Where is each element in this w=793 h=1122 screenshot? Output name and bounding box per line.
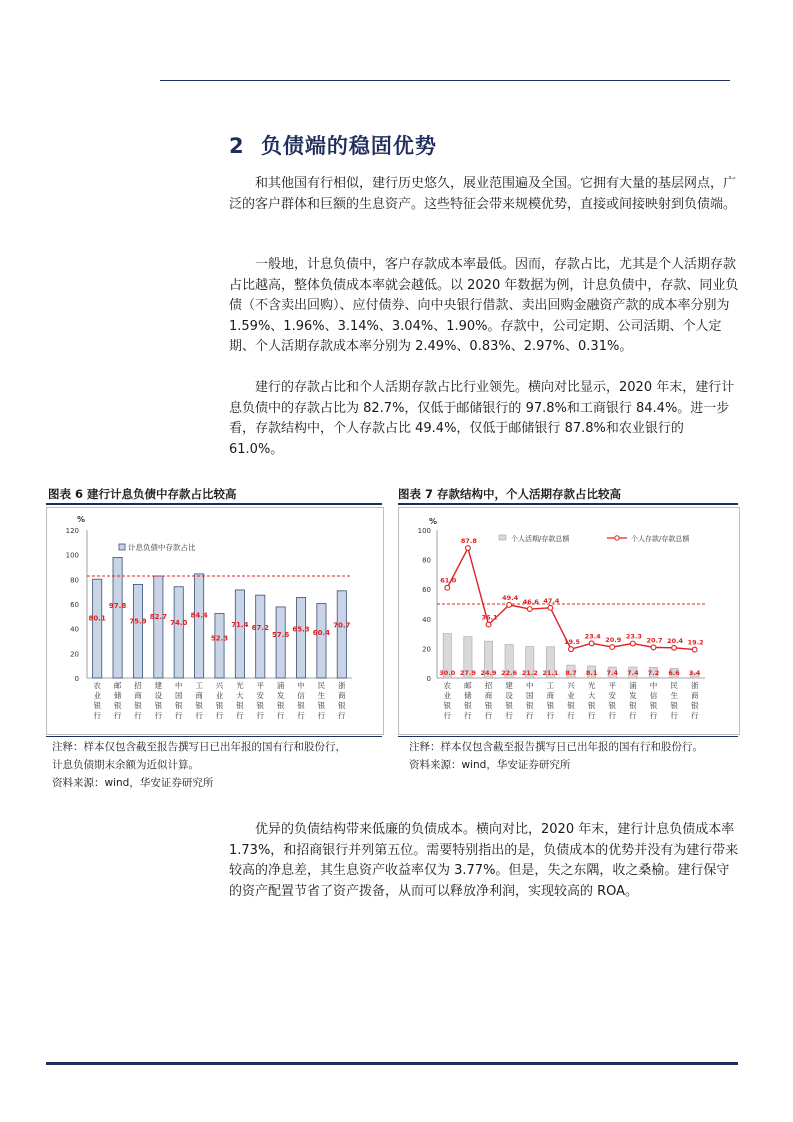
figure7-x-label-char: 光 [587, 681, 596, 690]
figure7-y-tick: 0 [426, 675, 431, 683]
figure7-line-label: 87.8 [460, 537, 477, 546]
figure7-line-label: 20.4 [667, 636, 684, 645]
figure6-bar-label: 75.9 [129, 617, 147, 626]
figure6-x-label-char: 中 [297, 681, 305, 690]
figure6-x-label-char: 浙 [338, 681, 346, 690]
figure6-chart-frame [46, 507, 384, 735]
figure6-y-tick: 20 [70, 650, 79, 659]
figure6-x-label-char: 银 [134, 701, 142, 710]
figure7-x-label-char: 农 [443, 681, 452, 690]
section-heading: 负债端的稳固优势 [260, 134, 437, 158]
figure7-x-label-char: 行 [649, 711, 658, 720]
figure7-legend-line-marker [615, 536, 619, 540]
figure6-chart [47, 508, 383, 734]
figure7-x-label-char: 行 [629, 711, 637, 720]
figure7-unit-label: % [429, 517, 438, 526]
figure7-x-label-char: 行 [484, 711, 493, 720]
figure6-notes [52, 738, 382, 792]
figure7-x-label-char: 民 [670, 681, 678, 690]
figure6-x-label-char: 生 [317, 691, 326, 700]
figure6-bar [337, 591, 346, 678]
figure6-legend-swatch [119, 544, 125, 550]
figure6-x-label-char: 业 [215, 691, 224, 700]
figure7-line-label: 20.9 [605, 636, 622, 645]
figure6-bar [93, 579, 102, 678]
figure7-line-point [692, 647, 697, 652]
section-title [229, 130, 437, 160]
figure7-x-label-char: 行 [443, 711, 452, 720]
figure6-note-1: 注释：样本仅包含截至报告撰写日已出年报的国有行和股份行， [52, 741, 346, 753]
figure7-bar-label: 7.4 [606, 669, 618, 677]
figure7-x-label-char: 行 [670, 711, 678, 720]
figure7-x-label-char: 招 [484, 681, 493, 690]
figure7-y-tick: 20 [422, 645, 431, 654]
figure7-bar-label: 30.0 [439, 669, 456, 677]
paragraph-3: 建行的存款占比和个人活期存款占比行业领先。横向对比显示，2020 年末，建行计息负债中的存款占比为 82.7%，仅低于邮储银行的 97.8%和工商银行 84.4%。进一步看，存款结构中，个人存款占比 49.4%，仅低于邮储银行 87.8%和农业银行的 61.0%。 [229, 380, 735, 457]
figure7-bar-label: 27.9 [459, 669, 476, 677]
figure6-x-label-char: 光 [236, 681, 244, 690]
figure6-x-label-char: 银 [338, 701, 346, 710]
figure7-x-label-char: 行 [587, 711, 596, 720]
figure7-x-label-char: 银 [567, 701, 575, 710]
figure6-x-label-char: 邮 [113, 681, 122, 690]
figure6-bar [154, 576, 163, 678]
figure6-bar [317, 604, 326, 678]
figure6-unit-label: % [77, 515, 86, 524]
figure7-x-label-char: 行 [505, 711, 513, 720]
figure6-y-tick: 40 [70, 625, 79, 634]
figure6-bar [133, 584, 142, 678]
figure6-x-label-char: 银 [236, 701, 244, 710]
figure6-x-label-char: 商 [338, 691, 346, 700]
figure6-bar-label: 80.1 [88, 614, 106, 623]
figure7-x-label-char: 兴 [567, 681, 575, 690]
figure7-chart-frame [398, 507, 740, 735]
figure7-x-label-char: 业 [443, 691, 452, 700]
figure7-line-point [672, 645, 677, 650]
figure7-x-label-char: 银 [484, 701, 493, 710]
figure7-line-label: 36.1 [481, 613, 498, 622]
figure6-x-label-char: 设 [154, 691, 163, 700]
figure6-x-label-char: 银 [195, 701, 203, 710]
figure6-bar-label: 71.4 [231, 620, 249, 629]
figure7-x-label-char: 储 [464, 691, 472, 700]
figure7-x-label-char: 设 [505, 691, 513, 700]
figure6-bar-label: 67.2 [251, 623, 269, 632]
figure6-x-label-char: 银 [297, 701, 305, 710]
figure7-bar-label: 3.4 [688, 669, 701, 677]
figure6-x-label-char: 行 [93, 711, 101, 720]
figure6-bar [276, 607, 285, 678]
figure7-x-label-char: 银 [464, 701, 472, 710]
figure6-x-label-char: 行 [276, 711, 285, 720]
figure7-x-label-char: 银 [649, 701, 658, 710]
figure7-line-point [630, 641, 635, 646]
figure7-bar-label: 8.1 [585, 669, 598, 677]
figure6-x-label-char: 平 [256, 681, 265, 690]
figure7-x-label-char: 信 [649, 691, 658, 700]
header-rule [160, 80, 730, 81]
figure6-legend-label: 计息负债中存款占比 [128, 543, 196, 552]
figure6-x-label-char: 农 [93, 681, 101, 690]
figure6-x-label-char: 银 [256, 701, 265, 710]
figure7-title: 图表 7 存款结构中，个人活期存款占比较高 [398, 487, 622, 501]
figure6-bar [296, 597, 305, 678]
figure6-y-tick: 80 [70, 576, 79, 585]
figure7-bar-label: 7.2 [647, 669, 660, 677]
figure6-x-label-char: 商 [134, 691, 142, 700]
figure7-line-point [651, 645, 656, 650]
figure7-bar-label: 24.9 [480, 669, 497, 677]
figure6-x-label-char: 浦 [276, 681, 285, 690]
figure6-x-label-char: 商 [195, 691, 203, 700]
figure6-x-label-char: 大 [236, 691, 244, 700]
figure7-x-label-char: 银 [670, 701, 678, 710]
figure7-line-point [486, 622, 491, 627]
figure7-x-label-char: 安 [608, 691, 616, 700]
figure7-x-label-char: 银 [546, 701, 555, 710]
figure7-bar-label: 22.6 [501, 669, 518, 677]
figure6-bar [235, 590, 244, 678]
figure6-x-label-char: 行 [256, 711, 265, 720]
figure7-x-label-char: 行 [608, 711, 616, 720]
figure7-line-label: 23.3 [625, 632, 642, 641]
figure7-y-tick: 100 [417, 527, 431, 535]
figure6-bar-label: 65.3 [292, 625, 310, 634]
figure6-x-label-char: 行 [236, 711, 244, 720]
paragraph-1: 和其他国有行相似，建行历史悠久，展业范围遍及全国。它拥有大量的基层网点，广泛的客户群体和巨额的生息资产。这些特征会带来规模优势，直接或间接映射到负债端。 [229, 176, 737, 212]
figure7-x-label-char: 行 [690, 711, 699, 720]
figure7-title-rule [398, 503, 738, 505]
figure7-x-label-char: 工 [546, 681, 555, 690]
figure7-source: 资料来源：wind，华安证券研究所 [409, 759, 571, 771]
figure6-x-label-char: 银 [93, 701, 101, 710]
figure6-x-label-char: 银 [276, 701, 285, 710]
figure6-bar [256, 595, 265, 678]
figure7-bar-label: 8.7 [565, 669, 577, 677]
figure6-x-label-char: 行 [338, 711, 346, 720]
figure6-x-label-char: 行 [174, 711, 183, 720]
figure7-x-label-char: 银 [443, 701, 452, 710]
figure7-y-tick: 80 [422, 556, 431, 565]
figure6-bar-label: 84.4 [190, 611, 208, 620]
figure7-bar-label: 21.1 [542, 669, 559, 677]
figure7-x-label-char: 行 [567, 711, 575, 720]
figure7-x-label-char: 邮 [464, 681, 472, 690]
figure6-x-label-char: 信 [297, 691, 305, 700]
footer-rule [46, 1062, 738, 1065]
figure7-x-label-char: 银 [587, 701, 596, 710]
figure7-chart [399, 508, 739, 734]
figure7-x-label-char: 行 [546, 711, 555, 720]
figure6-x-label-char: 储 [113, 691, 122, 700]
figure6-bar-label: 97.8 [108, 602, 127, 611]
figure7-line-label: 19.2 [687, 638, 704, 647]
figure7-x-label-char: 商 [690, 691, 699, 700]
figure7-line-point [527, 607, 532, 612]
figure6-note-2: 计息负债期末余额为近似计算。 [52, 759, 199, 771]
figure7-y-tick: 60 [422, 586, 431, 595]
figure7-x-label-char: 平 [608, 681, 616, 690]
figure7-line-point [610, 645, 615, 650]
figure7-line-point [445, 585, 450, 590]
figure7-x-label-char: 银 [526, 701, 534, 710]
figure7-notes [409, 738, 739, 774]
figure6-x-label-char: 行 [134, 711, 142, 720]
figure6-bar [215, 613, 224, 678]
figure6-x-label-char: 银 [174, 701, 183, 710]
figure6-title-rule [46, 503, 382, 505]
figure6-bottom-rule [46, 736, 382, 737]
figure6-x-label-char: 银 [154, 701, 163, 710]
figure6-x-label-char: 招 [134, 681, 142, 690]
figure6-bar-label: 60.4 [312, 628, 331, 637]
figure6-x-label-char: 行 [297, 711, 305, 720]
figure6-x-label-char: 业 [93, 691, 101, 700]
figure7-x-label-char: 大 [587, 691, 596, 700]
figure7-line-point [466, 546, 471, 551]
figure6-x-label-char: 银 [113, 701, 122, 710]
figure7-legend-bar-label: 个人活期/存款总额 [511, 535, 570, 543]
figure6-x-label-char: 发 [276, 691, 285, 700]
figure7-x-label-char: 生 [670, 691, 678, 700]
figure6-x-label-char: 国 [174, 691, 183, 700]
figure7-line-label: 20.7 [646, 636, 663, 645]
figure7-line-label: 47.4 [543, 596, 560, 605]
figure7-x-label-char: 商 [546, 691, 555, 700]
figure7-x-label-char: 银 [608, 701, 616, 710]
figure7-series-line [447, 548, 694, 650]
figure6-bar [113, 557, 122, 678]
figure7-line-point [569, 647, 574, 652]
figure7-bottom-rule [398, 736, 738, 737]
figure6-x-label-char: 中 [174, 681, 183, 690]
figure6-source: 资料来源：wind，华安证券研究所 [52, 777, 214, 789]
figure7-line-label: 61.0 [440, 576, 457, 585]
figure6-x-label-char: 行 [154, 711, 163, 720]
figure7-line-point [507, 602, 512, 607]
figure6-bar-label: 74.0 [170, 619, 188, 628]
figure7-x-label-char: 银 [690, 701, 699, 710]
figure7-line-label: 19.5 [563, 638, 581, 647]
figure6-title: 图表 6 建行计息负债中存款占比较高 [48, 487, 237, 501]
figure7-bar-label: 7.4 [627, 669, 639, 677]
figure6-x-label-char: 行 [195, 711, 203, 720]
figure7-line-point [548, 605, 553, 610]
figure6-bar-label: 57.6 [272, 630, 290, 639]
paragraph-4: 优异的负债结构带来低廉的负债成本。横向对比，2020 年末，建行计息负债成本率 1.73%，和招商银行并列第五位。需要特别指出的是，负债成本的优势并没有为建行带来较高的净息差，其生息资产收益率仅为 3.77%。但是，失之东隅，收之桑榆。建行保守的资产配置节省了资产拨备，从而可以释放净利润，实现较高的 ROA。 [229, 822, 739, 899]
figure6-y-tick: 0 [74, 675, 79, 683]
figure6-y-tick: 100 [65, 551, 79, 560]
figure6-x-label-char: 民 [317, 681, 326, 690]
figure6-x-label-char: 行 [215, 711, 224, 720]
figure7-x-label-char: 中 [526, 681, 534, 690]
section-number: 2 [229, 134, 245, 158]
figure6-y-tick: 60 [70, 601, 79, 609]
figure6-x-label-char: 行 [317, 711, 326, 720]
figure7-line-label: 46.6 [522, 598, 539, 607]
figure7-x-label-char: 浙 [690, 681, 699, 690]
figure7-x-label-char: 商 [484, 691, 493, 700]
figure7-bar-label: 6.6 [668, 669, 680, 677]
figure7-line-label: 23.4 [584, 632, 601, 641]
figure7-x-label-char: 浦 [629, 681, 637, 690]
figure7-note-1: 注释：样本仅包含截至报告撰写日已出年报的国有行和股份行。 [409, 741, 703, 753]
figure7-line-label: 49.4 [502, 593, 519, 602]
figure6-x-label-char: 兴 [215, 681, 224, 690]
figure6-x-label-char: 银 [215, 701, 224, 710]
figure6-bar-label: 52.3 [210, 634, 229, 643]
figure6-x-label-char: 银 [317, 701, 326, 710]
figure6-bar [195, 574, 204, 678]
figure7-x-label-char: 中 [649, 681, 658, 690]
figure7-x-label-char: 银 [505, 701, 513, 710]
figure6-bar-label: 82.7 [149, 612, 167, 621]
figure6-x-label-char: 行 [113, 711, 122, 720]
figure7-y-tick: 40 [422, 615, 431, 624]
figure7-legend-line-label: 个人存款/存款总额 [631, 535, 690, 543]
figure7-x-label-char: 银 [629, 701, 637, 710]
figure6-bar-label: 70.7 [333, 621, 351, 630]
figure6-bar [174, 587, 183, 678]
figure7-legend-bar-swatch [499, 535, 506, 540]
figure6-x-label-char: 建 [154, 681, 163, 690]
figure7-x-label-char: 建 [505, 681, 513, 690]
paragraph-2: 一般地，计息负债中，客户存款成本率最低。因而，存款占比，尤其是个人活期存款占比越高，整体负债成本率就会越低。以 2020 年数据为例，计息负债中，存款、同业负债（不含卖出回购）、应付债券、向中央银行借款、卖出回购金融资产款的成本率分别为 1.59%、1.96%、3.14%、3.04%、1.90%。存款中，公司定期、公司活期、个人定期、个人活期存款成本率分别为 2.49%、0.83%、2.97%、0.31%。 [229, 257, 739, 354]
figure7-x-label-char: 业 [567, 691, 575, 700]
figure7-bar-label: 21.2 [521, 669, 538, 677]
figure7-x-label-char: 行 [464, 711, 472, 720]
figure6-y-tick: 120 [65, 527, 79, 535]
figure6-x-label-char: 工 [195, 681, 203, 690]
figure7-line-point [589, 641, 594, 646]
figure6-x-label-char: 安 [256, 691, 265, 700]
figure7-x-label-char: 行 [526, 711, 534, 720]
figure7-x-label-char: 国 [526, 691, 534, 700]
figure7-x-label-char: 发 [629, 691, 637, 700]
